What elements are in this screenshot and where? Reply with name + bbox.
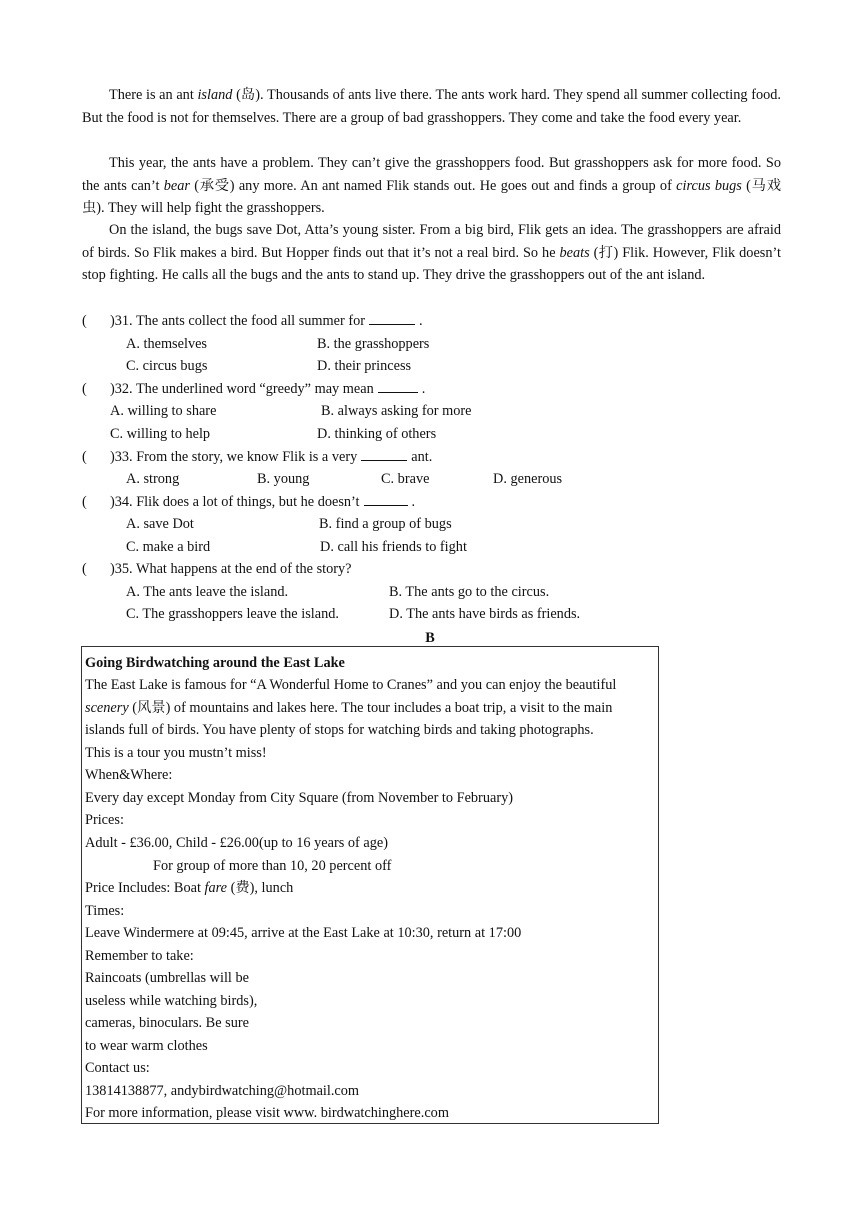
question-stem: )33. From the story, we know Flik is a very: [110, 449, 358, 465]
option-b: B. find a group of bugs: [319, 516, 452, 532]
answer-bracket[interactable]: (: [82, 561, 87, 577]
p2-text-1: This year, the ants have a problem. They can’t give the grasshoppers food. But grasshoppers ask for more food. So the ants can’t: [82, 155, 781, 194]
question-32: [82, 378, 425, 401]
ad-remember-line: useless while watching birds),: [85, 993, 258, 1009]
option-c: C. The grasshoppers leave the island.: [126, 606, 339, 622]
ad-times-label: Times:: [85, 903, 125, 919]
answer-blank: [364, 491, 408, 506]
option-c: C. circus bugs: [126, 358, 208, 374]
option-a: A. themselves: [126, 336, 207, 352]
ad-intro-line-3: islands full of birds. You have plenty of stops for watching birds and taking photographs.: [85, 722, 594, 738]
question-33: [82, 446, 432, 469]
passage-paragraph-3: [82, 219, 781, 287]
question-34: [82, 491, 415, 514]
ad-times-value: Leave Windermere at 09:45, arrive at the East Lake at 10:30, return at 17:00: [85, 925, 522, 941]
answer-blank: [378, 378, 418, 393]
section-b-heading: B: [425, 630, 435, 646]
ad-includes-text-1: Price Includes: Boat: [85, 880, 205, 896]
question-end: .: [421, 381, 426, 397]
ad-intro-line-4: This is a tour you mustn’t miss!: [85, 745, 267, 761]
ad-more-info: For more information, please visit www. birdwatchinghere.com: [85, 1105, 449, 1121]
ad-intro-line-2: [85, 697, 612, 720]
p2-text-2: (承受) any more. An ant named Flik stands out. He goes out and finds a group of: [189, 177, 677, 194]
answer-blank: [361, 446, 407, 461]
ad-remember-label: Remember to take:: [85, 948, 194, 964]
p1-text-2: (岛). Thousands of ants live there. The ants work hard. They spend all summer collecting food. But the food is not for themselves. There are a group of bad grasshoppers. They come and take the food every year.: [82, 87, 781, 126]
option-d: D. The ants have birds as friends.: [389, 606, 581, 622]
option-c: C. brave: [381, 471, 430, 487]
option-b: B. always asking for more: [321, 403, 472, 419]
ad-when-value: Every day except Monday from City Square (from November to February): [85, 790, 513, 806]
option-b: B. The ants go to the circus.: [389, 584, 550, 600]
ad-contact-label: Contact us:: [85, 1060, 150, 1076]
option-a: A. willing to share: [110, 403, 217, 419]
question-stem: )35. What happens at the end of the story?: [110, 561, 352, 577]
ad-intro-line-2-rest: (风景) of mountains and lakes here. The tour includes a boat trip, a visit to the main: [128, 700, 613, 716]
answer-bracket[interactable]: (: [82, 449, 87, 465]
option-a: A. The ants leave the island.: [126, 584, 289, 600]
ad-includes-text-2: (费), lunch: [227, 880, 294, 896]
option-d: D. their princess: [317, 358, 412, 374]
ad-remember-line: cameras, binoculars. Be sure: [85, 1015, 249, 1031]
question-stem: )31. The ants collect the food all summer for: [110, 313, 366, 329]
answer-bracket[interactable]: (: [82, 381, 87, 397]
ad-includes: [85, 877, 293, 900]
option-a: A. save Dot: [126, 516, 194, 532]
answer-bracket[interactable]: (: [82, 313, 87, 329]
ad-remember-line: to wear warm clothes: [85, 1038, 208, 1054]
question-stem: )34. Flik does a lot of things, but he doesn’t: [110, 494, 360, 510]
p1-italic-island: island: [197, 87, 233, 103]
p3-text-1: On the island, the bugs save Dot, Atta’s young sister. From a big bird, Flik gets an idea. The grasshoppers are afraid of birds. So Flik makes a bird. But Hopper finds out that it’s not a real bird. So he: [82, 222, 781, 261]
ad-box: [81, 646, 659, 1124]
ad-title: Going Birdwatching around the East Lake: [85, 655, 345, 671]
answer-blank: [369, 310, 415, 325]
option-d: D. call his friends to fight: [320, 539, 467, 555]
question-35: [82, 558, 352, 581]
option-c: C. make a bird: [126, 539, 211, 555]
ad-prices-group: For group of more than 10, 20 percent off: [153, 858, 392, 874]
ad-intro-line-1: The East Lake is famous for “A Wonderful Home to Cranes” and you can enjoy the beautiful: [85, 677, 617, 693]
p2-text-3: (马戏虫). They will help fight the grasshoppers.: [82, 177, 781, 217]
p1-text-1: There is an ant: [109, 87, 198, 103]
passage-paragraph-1: [82, 84, 781, 129]
ad-remember-line: Raincoats (umbrellas will be: [85, 970, 249, 986]
question-31: [82, 310, 423, 333]
question-end: .: [411, 494, 416, 510]
p3-italic-beats: beats: [559, 244, 590, 261]
question-stem: )32. The underlined word “greedy” may mean: [110, 381, 374, 397]
p2-italic-bear: bear: [163, 177, 190, 194]
ad-italic-scenery: scenery: [85, 700, 129, 716]
ad-italic-fare: fare: [204, 880, 228, 896]
answer-bracket[interactable]: (: [82, 494, 87, 510]
option-a: A. strong: [126, 471, 180, 487]
question-end: .: [419, 313, 423, 329]
option-d: D. thinking of others: [317, 426, 437, 442]
ad-when-label: When&Where:: [85, 767, 173, 783]
ad-prices-label: Prices:: [85, 812, 124, 828]
passage-paragraph-2: [82, 152, 781, 220]
p3-text-2: (打) Flik. However, Flik doesn’t stop fighting. He calls all the bugs and the ants to stand up. They drive the grasshoppers out of the ant island.: [82, 244, 781, 284]
option-c: C. willing to help: [110, 426, 211, 442]
option-d: D. generous: [493, 471, 563, 487]
ad-prices-value: Adult - £36.00, Child - £26.00(up to 16 years of age): [85, 835, 388, 851]
question-end: ant.: [411, 449, 433, 465]
p2-italic-circus-bugs: circus bugs: [676, 177, 742, 194]
option-b: B. young: [257, 471, 310, 487]
ad-contact-value: 13814138877, andybirdwatching@hotmail.com: [85, 1083, 360, 1099]
option-b: B. the grasshoppers: [317, 336, 430, 352]
